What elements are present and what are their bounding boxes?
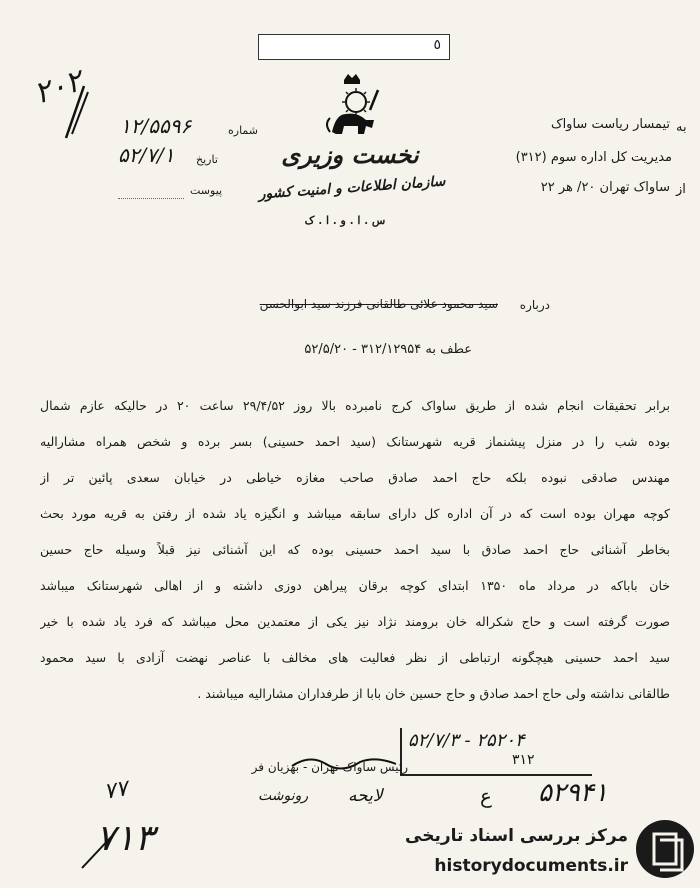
- archive-org-name: مرکز بررسی اسناد تاریخی: [405, 826, 628, 846]
- bottom-handwritten-2: لایحه: [348, 786, 383, 806]
- number-label: شماره: [228, 124, 259, 137]
- body-line-9: طالقانی نداشته ولی حاج احمد صادق و حاج حسین خان بابا از طرفداران مشارالیه میباشند .: [197, 686, 670, 701]
- subject-label: درباره: [519, 298, 550, 312]
- date-value: ۵۲/۷/۱: [118, 143, 175, 167]
- body-line-4: کوچه مهران بوده است که در آن اداره کل دارای سابقه میباشد و انگیزه یاد شده از رفتن به قریه مورد بحث: [40, 506, 670, 521]
- stamp-sub: ۳۱۲: [512, 752, 535, 768]
- body-line-1: برابر تحقیقات انجام شده از طریق ساواک کرج نامبرده بالا روز ۲۹/۴/۵۲ ساعت ۲۰ در حالیکه عازم شمال: [40, 398, 670, 413]
- body-line-7: صورت گرفته است و حاج شکراله خان برومند نژاد نیز یکی از معتمدین محل میباشد که فرد یاد شده با خیر: [40, 614, 670, 629]
- to-line2: مدیریت کل اداره سوم (۳۱۲): [515, 150, 672, 165]
- org-line-3: س . ا . و . ا . ک: [304, 214, 386, 227]
- left-underline-stroke: [78, 832, 118, 872]
- from-label: از: [676, 182, 686, 197]
- body-line-3: مهندس صادقی نبوده بلکه حاج احمد صادق صاحب مغازه خیاطی در خیابان سعدی پائین تر از: [40, 470, 670, 485]
- signature-scribble: [290, 752, 400, 772]
- bottom-code-prefix: ع: [480, 784, 492, 808]
- body-line-6: خان باباکه در مرداد ماه ۱۳۵۰ ابتدای کوچه برقان پیراهن دوزی داشته و از اهالی شهرستانک میباشد: [40, 578, 670, 593]
- top-box-number: ٥: [433, 37, 441, 53]
- from-value: ساواک تهران ۲۰/ هر ۲۲: [540, 180, 670, 195]
- number-value: ۱۲/۵۵۹۶: [120, 114, 192, 138]
- body-line-8: سید احمد حسینی هیچگونه ارتباطی از نظر فعالیت های مخالف با عناصر نهضت آزادی با سید محمود: [40, 650, 670, 665]
- lion-and-sun-emblem-icon: [322, 70, 382, 140]
- archive-watermark: [405, 812, 700, 888]
- left-handwritten-main: ۷۱۳: [96, 818, 155, 859]
- org-line-1: نخست وزیری: [281, 140, 419, 169]
- stamp-text: ۲۵۲۰۴ - ۵۲/۷/۳: [408, 730, 525, 751]
- archive-url: historydocuments.ir: [434, 856, 628, 876]
- left-handwritten-top: ۷۷: [102, 776, 130, 805]
- reference-line: عطف به ۳۱۲/۱۲۹۵۴ - ۵۲/۵/۲۰: [304, 342, 472, 357]
- corner-slash-mark: [60, 82, 90, 142]
- to-value: تیمسار ریاست ساواک: [550, 117, 670, 132]
- bottom-code: ۵۲۹۴۱: [538, 778, 608, 808]
- body-line-2: بوده شب را در منزل پیشنماز قریه شهرستانک (سید احمد حسینی) بسر برده و شخص همراه مشارالیه: [40, 434, 670, 449]
- org-line-2: سازمان اطلاعات و امنیت کشور: [258, 173, 446, 203]
- archive-logo-icon: [636, 820, 694, 878]
- top-number-box: [258, 34, 450, 60]
- body-line-5: بخاطر آشنائی حاج احمد صادق با سید احمد حسینی بوده که این آشنائی نیز قبلاً وسیله حاج حسین: [40, 542, 670, 557]
- attachment-label: پیوست: [190, 184, 223, 197]
- signatory-line: رئیس ساواک تهران - بهزیان فر: [251, 760, 408, 774]
- registration-stamp: [400, 728, 592, 776]
- to-label: به: [676, 120, 687, 135]
- bottom-handwritten-1: رونوشت: [258, 788, 309, 804]
- attachment-line: [118, 198, 184, 199]
- body-text: [40, 398, 670, 722]
- date-label: تاریخ: [196, 153, 218, 166]
- corner-note-text: ۲۰۲: [29, 63, 87, 112]
- subject-value: سید محمود علائی طالقانی فرزند سید ابوالحسن: [259, 297, 498, 311]
